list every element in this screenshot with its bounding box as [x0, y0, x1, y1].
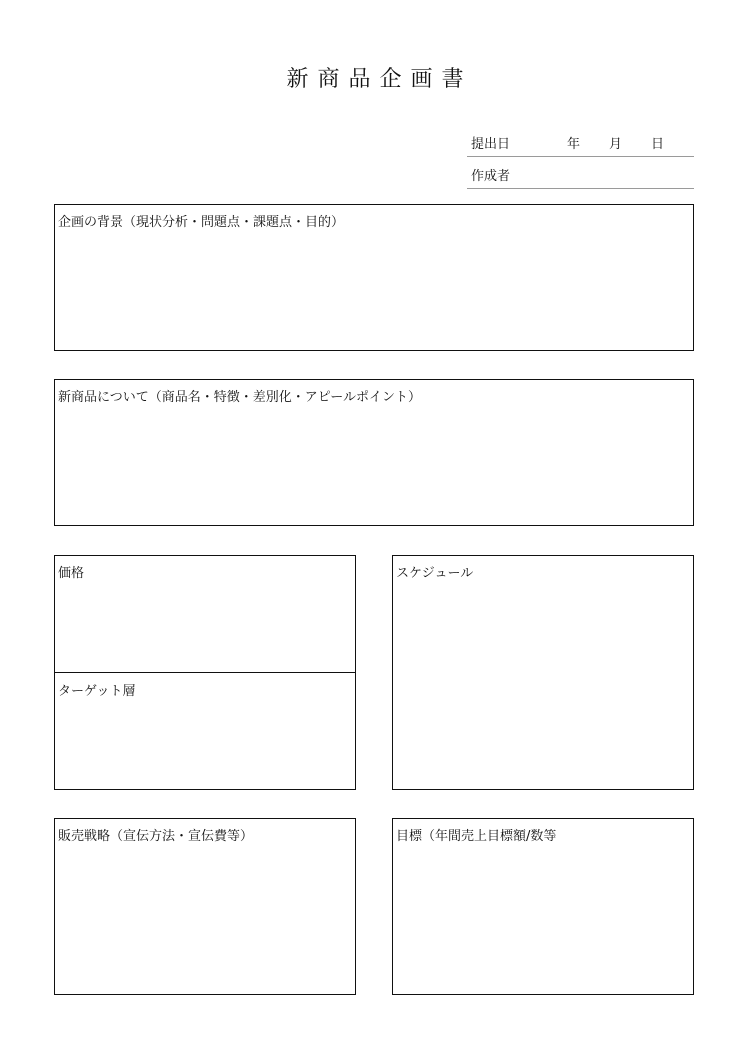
submission-date-label: 提出日 — [471, 137, 511, 152]
target-label: ターゲット層 — [58, 684, 136, 699]
product-label: 新商品について（商品名・特徴・差別化・アピールポイント） — [58, 390, 421, 405]
price-target-divider — [55, 672, 355, 673]
schedule-box — [392, 555, 694, 790]
background-box — [54, 204, 694, 351]
month-unit: 月 — [609, 137, 623, 152]
submission-date-row — [467, 125, 694, 157]
document-title: 新商品企画書 — [286, 67, 473, 92]
goal-label: 目標（年間売上目標額/数等 — [396, 829, 557, 844]
author-label: 作成者 — [471, 169, 511, 184]
day-unit: 日 — [651, 137, 665, 152]
sales-strategy-label: 販売戦略（宣伝方法・宣伝費等） — [58, 829, 254, 844]
product-box — [54, 379, 694, 526]
price-target-box — [54, 555, 356, 790]
schedule-label: スケジュール — [396, 566, 474, 581]
author-row — [467, 157, 694, 189]
goal-box — [392, 818, 694, 995]
sales-strategy-box — [54, 818, 356, 995]
background-label: 企画の背景（現状分析・問題点・課題点・目的） — [58, 215, 345, 230]
year-unit: 年 — [567, 137, 581, 152]
price-label: 価格 — [58, 566, 85, 581]
